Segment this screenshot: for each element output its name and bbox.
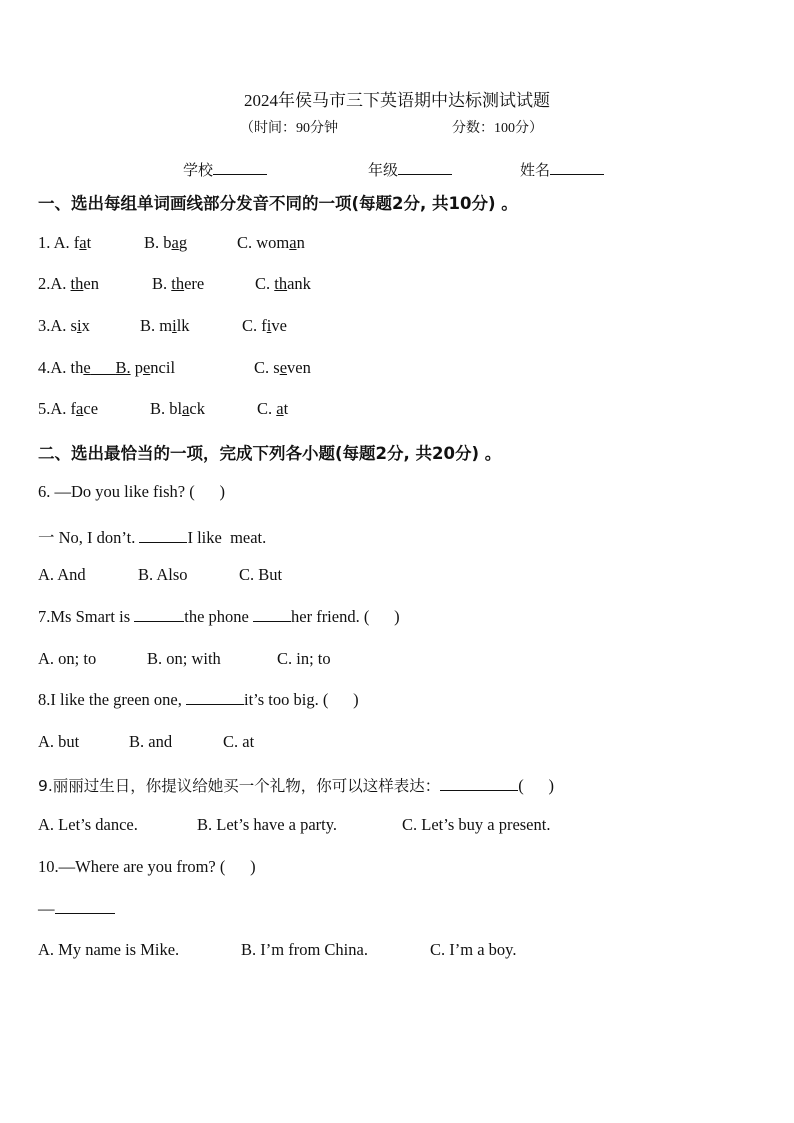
- q1-option-c[interactable]: C. woman: [237, 233, 305, 252]
- q4-option-c[interactable]: C. seven: [254, 358, 311, 377]
- q10-stem: 10.—Where are you from? ( ): [38, 857, 256, 876]
- q6-blank[interactable]: [139, 528, 187, 543]
- q1-option-b[interactable]: B. bag: [144, 233, 188, 252]
- q8-option-b[interactable]: B. and: [129, 732, 173, 751]
- q9-stem: 9.丽丽过生日，你提议给她买一个礼物，你可以这样表达： ( ): [38, 776, 555, 795]
- q10-option-b[interactable]: B. I’m from China.: [241, 940, 368, 959]
- section2-heading: 二、选出最恰当的一项，完成下列各小题(每题2分, 共20分) 。: [38, 444, 502, 463]
- school-label: 学校: [183, 163, 214, 179]
- q3-option-b[interactable]: B. milk: [140, 316, 190, 335]
- q1-option-a[interactable]: 1. A. fat: [38, 233, 92, 252]
- exam-title: 2024年侯马市三下英语期中达标测试试题: [244, 91, 550, 110]
- q3-option-a[interactable]: 3.A. six: [38, 316, 90, 335]
- q7-stem: 7.Ms Smart is the phone her friend. ( ): [38, 607, 400, 626]
- q6-option-a[interactable]: A. And: [38, 565, 86, 584]
- exam-score: 分数：100分）: [452, 121, 543, 136]
- q6-reply: 一 No, I don’t. I like meat.: [38, 528, 267, 547]
- q6-stem: 6. —Do you like fish? ( ): [38, 482, 225, 501]
- q9-option-c[interactable]: C. Let’s buy a present.: [402, 815, 551, 834]
- q5-option-a[interactable]: 5.A. face: [38, 399, 99, 418]
- q7-blank-1[interactable]: [134, 607, 184, 622]
- q10-option-c[interactable]: C. I’m a boy.: [430, 940, 517, 959]
- q7-option-b[interactable]: B. on; with: [147, 649, 221, 668]
- grade-field[interactable]: [368, 159, 452, 180]
- grade-label: 年级: [368, 163, 399, 179]
- q3-option-c[interactable]: C. five: [242, 316, 287, 335]
- q5-option-c[interactable]: C. at: [257, 399, 289, 418]
- q9-option-b[interactable]: B. Let’s have a party.: [197, 815, 338, 834]
- name-blank[interactable]: [550, 160, 604, 175]
- q6-option-b[interactable]: B. Also: [138, 565, 188, 584]
- q5-option-b[interactable]: B. black: [150, 399, 205, 418]
- name-field[interactable]: [520, 159, 604, 180]
- q7-option-c[interactable]: C. in; to: [277, 649, 331, 668]
- school-field[interactable]: [183, 159, 267, 180]
- section1-heading: 一、选出每组单词画线部分发音不同的一项(每题2分, 共10分) 。: [38, 194, 518, 213]
- q7-blank-2[interactable]: [253, 607, 291, 622]
- q10-blank[interactable]: [55, 899, 115, 914]
- q10-reply: —: [38, 899, 115, 919]
- q8-option-a[interactable]: A. but: [38, 732, 80, 751]
- q2-option-a[interactable]: 2.A. then: [38, 274, 99, 293]
- q8-option-c[interactable]: C. at: [223, 732, 255, 751]
- q4-option-a[interactable]: 4.A. the B. pencil: [38, 358, 176, 377]
- q9-blank[interactable]: [440, 776, 518, 791]
- exam-time: （时间：90分钟: [240, 121, 338, 136]
- q7-option-a[interactable]: A. on; to: [38, 649, 97, 668]
- q2-option-c[interactable]: C. thank: [255, 274, 311, 293]
- q6-option-c[interactable]: C. But: [239, 565, 283, 584]
- q8-stem: 8.I like the green one, it’s too big. ( ): [38, 690, 359, 709]
- school-blank[interactable]: [213, 160, 267, 175]
- grade-blank[interactable]: [398, 160, 452, 175]
- name-label: 姓名: [520, 163, 551, 179]
- q9-option-a[interactable]: A. Let’s dance.: [38, 815, 138, 834]
- q2-option-b[interactable]: B. there: [152, 274, 205, 293]
- q8-blank[interactable]: [186, 690, 244, 705]
- q10-option-a[interactable]: A. My name is Mike.: [38, 940, 180, 959]
